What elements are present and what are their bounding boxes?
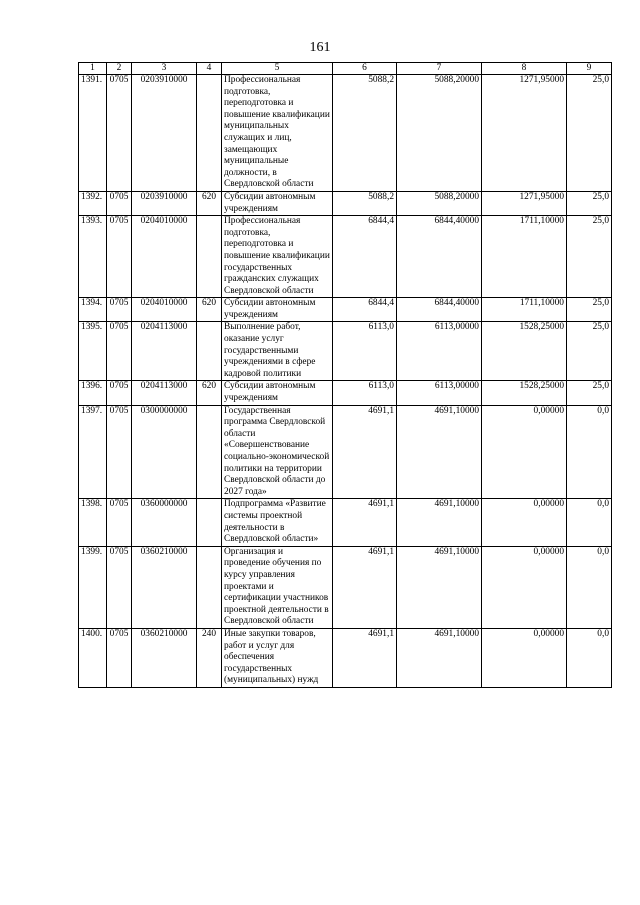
item-name: Профессиональная подготовка, переподготовка и повышение квалификации муниципальных служащих и лиц, замещающих муниципальные должности, в Свердловской области <box>222 75 333 192</box>
table-header <box>79 63 612 75</box>
approved-amount: 5088,2 <box>333 75 397 192</box>
executed-amount: 0,00000 <box>482 405 567 499</box>
table-row <box>79 546 612 628</box>
row-number: 1395. <box>79 322 107 381</box>
expense-type-code: 620 <box>197 191 222 215</box>
target-code: 0204010000 <box>132 298 197 322</box>
item-name: Подпрограмма «Развитие системы проектной деятельности в Свердловской области» <box>222 499 333 546</box>
column-header-4: 4 <box>197 63 222 75</box>
expense-type-code: 620 <box>197 298 222 322</box>
table-row <box>79 75 612 192</box>
approved-amount: 6844,4 <box>333 298 397 322</box>
section-code: 0705 <box>107 75 132 192</box>
approved-amount: 5088,2 <box>333 191 397 215</box>
planned-amount: 6844,40000 <box>397 216 482 298</box>
approved-amount: 4691,1 <box>333 546 397 628</box>
executed-amount: 1271,95000 <box>482 75 567 192</box>
executed-amount: 0,00000 <box>482 546 567 628</box>
row-number: 1391. <box>79 75 107 192</box>
target-code: 0203910000 <box>132 75 197 192</box>
planned-amount: 4691,10000 <box>397 405 482 499</box>
row-number: 1393. <box>79 216 107 298</box>
expense-type-code <box>197 216 222 298</box>
section-code: 0705 <box>107 216 132 298</box>
execution-percent: 25,0 <box>567 75 612 192</box>
expense-type-code: 620 <box>197 381 222 405</box>
execution-percent: 25,0 <box>567 191 612 215</box>
executed-amount: 1528,25000 <box>482 322 567 381</box>
column-header-2: 2 <box>107 63 132 75</box>
planned-amount: 5088,20000 <box>397 191 482 215</box>
section-code: 0705 <box>107 405 132 499</box>
table-row <box>79 405 612 499</box>
item-name: Государственная программа Свердловской области «Совершенствование социально-экономической политики на территории Свердловской области до 2027 года» <box>222 405 333 499</box>
row-number: 1399. <box>79 546 107 628</box>
executed-amount: 0,00000 <box>482 628 567 687</box>
row-number: 1397. <box>79 405 107 499</box>
column-header-1: 1 <box>79 63 107 75</box>
expense-type-code <box>197 546 222 628</box>
page-number: 161 <box>309 40 331 55</box>
column-header-5: 5 <box>222 63 333 75</box>
column-header-7: 7 <box>397 63 482 75</box>
section-code: 0705 <box>107 381 132 405</box>
execution-percent: 0,0 <box>567 628 612 687</box>
table-row <box>79 381 612 405</box>
approved-amount: 4691,1 <box>333 405 397 499</box>
table-row <box>79 216 612 298</box>
execution-percent: 0,0 <box>567 546 612 628</box>
expense-type-code: 240 <box>197 628 222 687</box>
budget-table <box>78 62 612 688</box>
expense-type-code <box>197 405 222 499</box>
item-name: Иные закупки товаров, работ и услуг для обеспечения государственных (муниципальных) нужд <box>222 628 333 687</box>
column-header-9: 9 <box>567 63 612 75</box>
expense-type-code <box>197 499 222 546</box>
executed-amount: 1711,10000 <box>482 216 567 298</box>
executed-amount: 1711,10000 <box>482 298 567 322</box>
target-code: 0300000000 <box>132 405 197 499</box>
item-name: Субсидии автономным учреждениям <box>222 298 333 322</box>
planned-amount: 6844,40000 <box>397 298 482 322</box>
planned-amount: 4691,10000 <box>397 628 482 687</box>
item-name: Профессиональная подготовка, переподготовка и повышение квалификации государственных гражданских служащих Свердловской области <box>222 216 333 298</box>
executed-amount: 1528,25000 <box>482 381 567 405</box>
row-number: 1394. <box>79 298 107 322</box>
table-row <box>79 322 612 381</box>
expense-type-code <box>197 75 222 192</box>
table-row <box>79 628 612 687</box>
execution-percent: 0,0 <box>567 405 612 499</box>
approved-amount: 4691,1 <box>333 499 397 546</box>
section-code: 0705 <box>107 322 132 381</box>
table-row <box>79 298 612 322</box>
row-number: 1400. <box>79 628 107 687</box>
planned-amount: 6113,00000 <box>397 381 482 405</box>
planned-amount: 4691,10000 <box>397 546 482 628</box>
target-code: 0360210000 <box>132 546 197 628</box>
target-code: 0204010000 <box>132 216 197 298</box>
item-name: Субсидии автономным учреждениям <box>222 381 333 405</box>
target-code: 0203910000 <box>132 191 197 215</box>
item-name: Организация и проведение обучения по курсу управления проектами и сертификации участников проектной деятельности в Свердловской области <box>222 546 333 628</box>
approved-amount: 4691,1 <box>333 628 397 687</box>
column-header-8: 8 <box>482 63 567 75</box>
item-name: Субсидии автономным учреждениям <box>222 191 333 215</box>
row-number: 1392. <box>79 191 107 215</box>
approved-amount: 6844,4 <box>333 216 397 298</box>
execution-percent: 25,0 <box>567 381 612 405</box>
executed-amount: 1271,95000 <box>482 191 567 215</box>
planned-amount: 5088,20000 <box>397 75 482 192</box>
section-code: 0705 <box>107 499 132 546</box>
table-body <box>79 75 612 688</box>
planned-amount: 6113,00000 <box>397 322 482 381</box>
column-header-3: 3 <box>132 63 197 75</box>
section-code: 0705 <box>107 546 132 628</box>
target-code: 0360210000 <box>132 628 197 687</box>
executed-amount: 0,00000 <box>482 499 567 546</box>
section-code: 0705 <box>107 628 132 687</box>
planned-amount: 4691,10000 <box>397 499 482 546</box>
table-row <box>79 191 612 215</box>
section-code: 0705 <box>107 191 132 215</box>
table-row <box>79 499 612 546</box>
row-number: 1396. <box>79 381 107 405</box>
approved-amount: 6113,0 <box>333 322 397 381</box>
target-code: 0360000000 <box>132 499 197 546</box>
execution-percent: 25,0 <box>567 322 612 381</box>
header-row <box>79 63 612 75</box>
target-code: 0204113000 <box>132 322 197 381</box>
approved-amount: 6113,0 <box>333 381 397 405</box>
execution-percent: 25,0 <box>567 216 612 298</box>
item-name: Выполнение работ, оказание услуг государственными учреждениями в сфере кадровой политики <box>222 322 333 381</box>
column-header-6: 6 <box>333 63 397 75</box>
execution-percent: 25,0 <box>567 298 612 322</box>
section-code: 0705 <box>107 298 132 322</box>
target-code: 0204113000 <box>132 381 197 405</box>
row-number: 1398. <box>79 499 107 546</box>
expense-type-code <box>197 322 222 381</box>
execution-percent: 0,0 <box>567 499 612 546</box>
